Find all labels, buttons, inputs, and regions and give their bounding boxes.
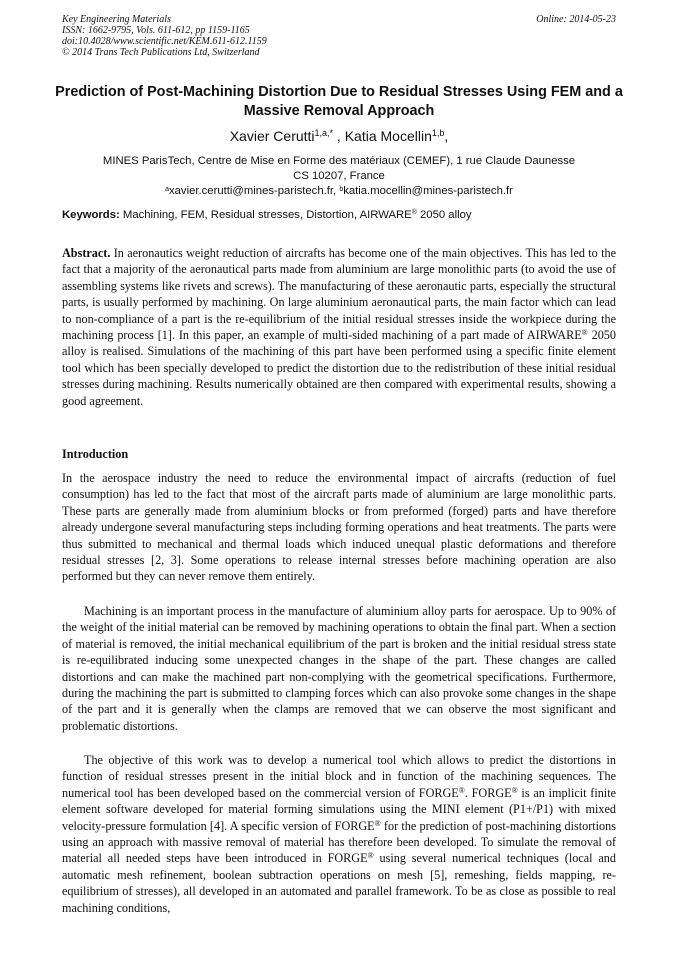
doi-line: doi:10.4028/www.scientific.net/KEM.611-612.1159: [62, 36, 267, 47]
copyright-line: © 2014 Trans Tech Publications Ltd, Switzerland: [62, 47, 260, 58]
registered-mark: ®: [511, 785, 518, 795]
keywords-label: Keywords:: [62, 209, 120, 221]
online-date: Online: 2014-05-23: [536, 14, 616, 25]
paragraph: Machining is an important process in the manufacture of aluminium alloy parts for aerospace. Up to 90% of the weight of the initial material can be removed by machining operations to obtain the final part. When a section of material is removed, the initial mechanical equilibrium of the part is broken and the initial residual stress state is re-equilibrated inducing some unexpected changes in the shape of the part. These changes are called distortions and can make the machined part non-complying with the geometrical specifications. Furthermore, during the machining the part is submitted to clamping forces which can also provoke some changes in the shape of the part and it is generally when the clamps are removed that we can observe the most significant and problematic distortions.: [62, 604, 616, 733]
email-marker: b: [339, 186, 344, 193]
registered-mark: ®: [374, 818, 381, 828]
author-name: Katia Mocellin: [344, 128, 432, 144]
paragraph-text: for the prediction of post-machining distortions using an approach with massive removal of material has therefore been developed. To simulate the removal of material all needed steps have been introduced in FORGE: [62, 818, 616, 866]
author-name: Xavier Cerutti: [229, 128, 315, 144]
affiliation-line-1: MINES ParisTech, Centre de Mise en Forme des matériaux (CEMEF), 1 rue Claude Daunesse: [102, 155, 576, 167]
paragraph: [62, 752, 616, 916]
email-address: katia.mocellin@mines-paristech.fr: [343, 185, 513, 197]
registered-mark: ®: [458, 785, 465, 795]
abstract-text: 2050 alloy is realised. Simulations of the machining of this part have been performed using a specific finite element tool which has been specially developed to predict the distortion due to the redistribution of these initial residual stresses during machining. Results numerically obtained are then compared with experimental results, showing a good agreement.: [62, 328, 616, 408]
email-marker: a: [165, 186, 169, 193]
email-line: [54, 184, 624, 199]
author-affiliation-marker: 1,a,*: [314, 128, 334, 138]
author-separator: ,: [444, 128, 449, 144]
keywords-text: Machining, FEM, Residual stresses, Distortion, AIRWARE: [119, 209, 412, 221]
abstract-text: In aeronautics weight reduction of aircrafts has become one of the main objectives. This has led to the fact that a majority of the aeronautical parts made from aluminium are large monolithic parts (to avoid the use of assembling systems like rivets and screws). The manufacturing of these aeronautic parts, especially the structural parts, is usually performed by machining. On large aluminium aeronautical parts, the main factor which can lead to non-compliance of a part is the re-equilibrium of the initial residual stresses inside the workpiece during the machining process [1]. In this paper, an example of multi-sided machining of a part made of AIRWARE: [62, 246, 616, 343]
section-heading-introduction: Introduction: [62, 447, 129, 461]
issn-line: ISSN: 1662-9795, Vols. 611-612, pp 1159-1165: [62, 25, 250, 36]
registered-mark: ®: [367, 851, 374, 861]
author-separator: ,: [333, 128, 345, 144]
paper-title: Prediction of Post-Machining Distortion Due to Residual Stresses Using FEM and a Massive Removal Approach: [55, 84, 623, 119]
keywords: [62, 208, 618, 223]
author-list: [54, 127, 624, 145]
registered-mark: ®: [581, 328, 588, 338]
registered-mark: ®: [411, 209, 417, 216]
paragraph-text: using several numerical techniques (local and automatic mesh refinement, boolean subtraction operations on mesh [5], remeshing, fields mapping, re-equilibrium of stresses), all developed in an automated and parallel framework. To be as close as possible to real machining conditions,: [62, 851, 616, 915]
abstract-label: Abstract.: [62, 246, 111, 260]
email-address: xavier.cerutti@mines-paristech.fr,: [169, 185, 340, 197]
paragraph-text: is an implicit finite element software developed for material forming simulations using the MINI element (P1+/P1) with mixed velocity-pressure formulation [4]. A specific version of FORGE: [62, 785, 616, 833]
journal-header: [62, 14, 616, 58]
journal-name: Key Engineering Materials: [62, 14, 171, 25]
abstract: [62, 245, 616, 409]
paragraph-text: The objective of this work was to develop a numerical tool which allows to predict the distortions in function of residual stresses present in the initial block and in function of the machining sequences. The numerical tool has been developed based on the commercial version of FORGE: [62, 753, 616, 800]
affiliation: [54, 154, 624, 199]
keywords-tail: 2050 alloy: [416, 209, 472, 221]
paragraph: In the aerospace industry the need to reduce the environmental impact of aircrafts (reduction of fuel consumption) has led to the fact that most of the aircraft parts made of aluminium are large monolithic parts. These parts are generally made from aluminium blocks or from preformed (forged) parts and have therefore already undergone several manufacturing steps including forming operations and heat treatments. The parts were thus submitted to mechanical and thermal loads which induced unequal plastic deformations and therefore residual stresses [2, 3]. Some operations to release internal stresses before machining operation are also performed but they can never remove them entirely.: [62, 471, 616, 584]
affiliation-line-2: CS 10207, France: [293, 170, 385, 182]
paragraph-text: . FORGE: [464, 785, 512, 800]
author-affiliation-marker: 1,b: [431, 128, 445, 138]
